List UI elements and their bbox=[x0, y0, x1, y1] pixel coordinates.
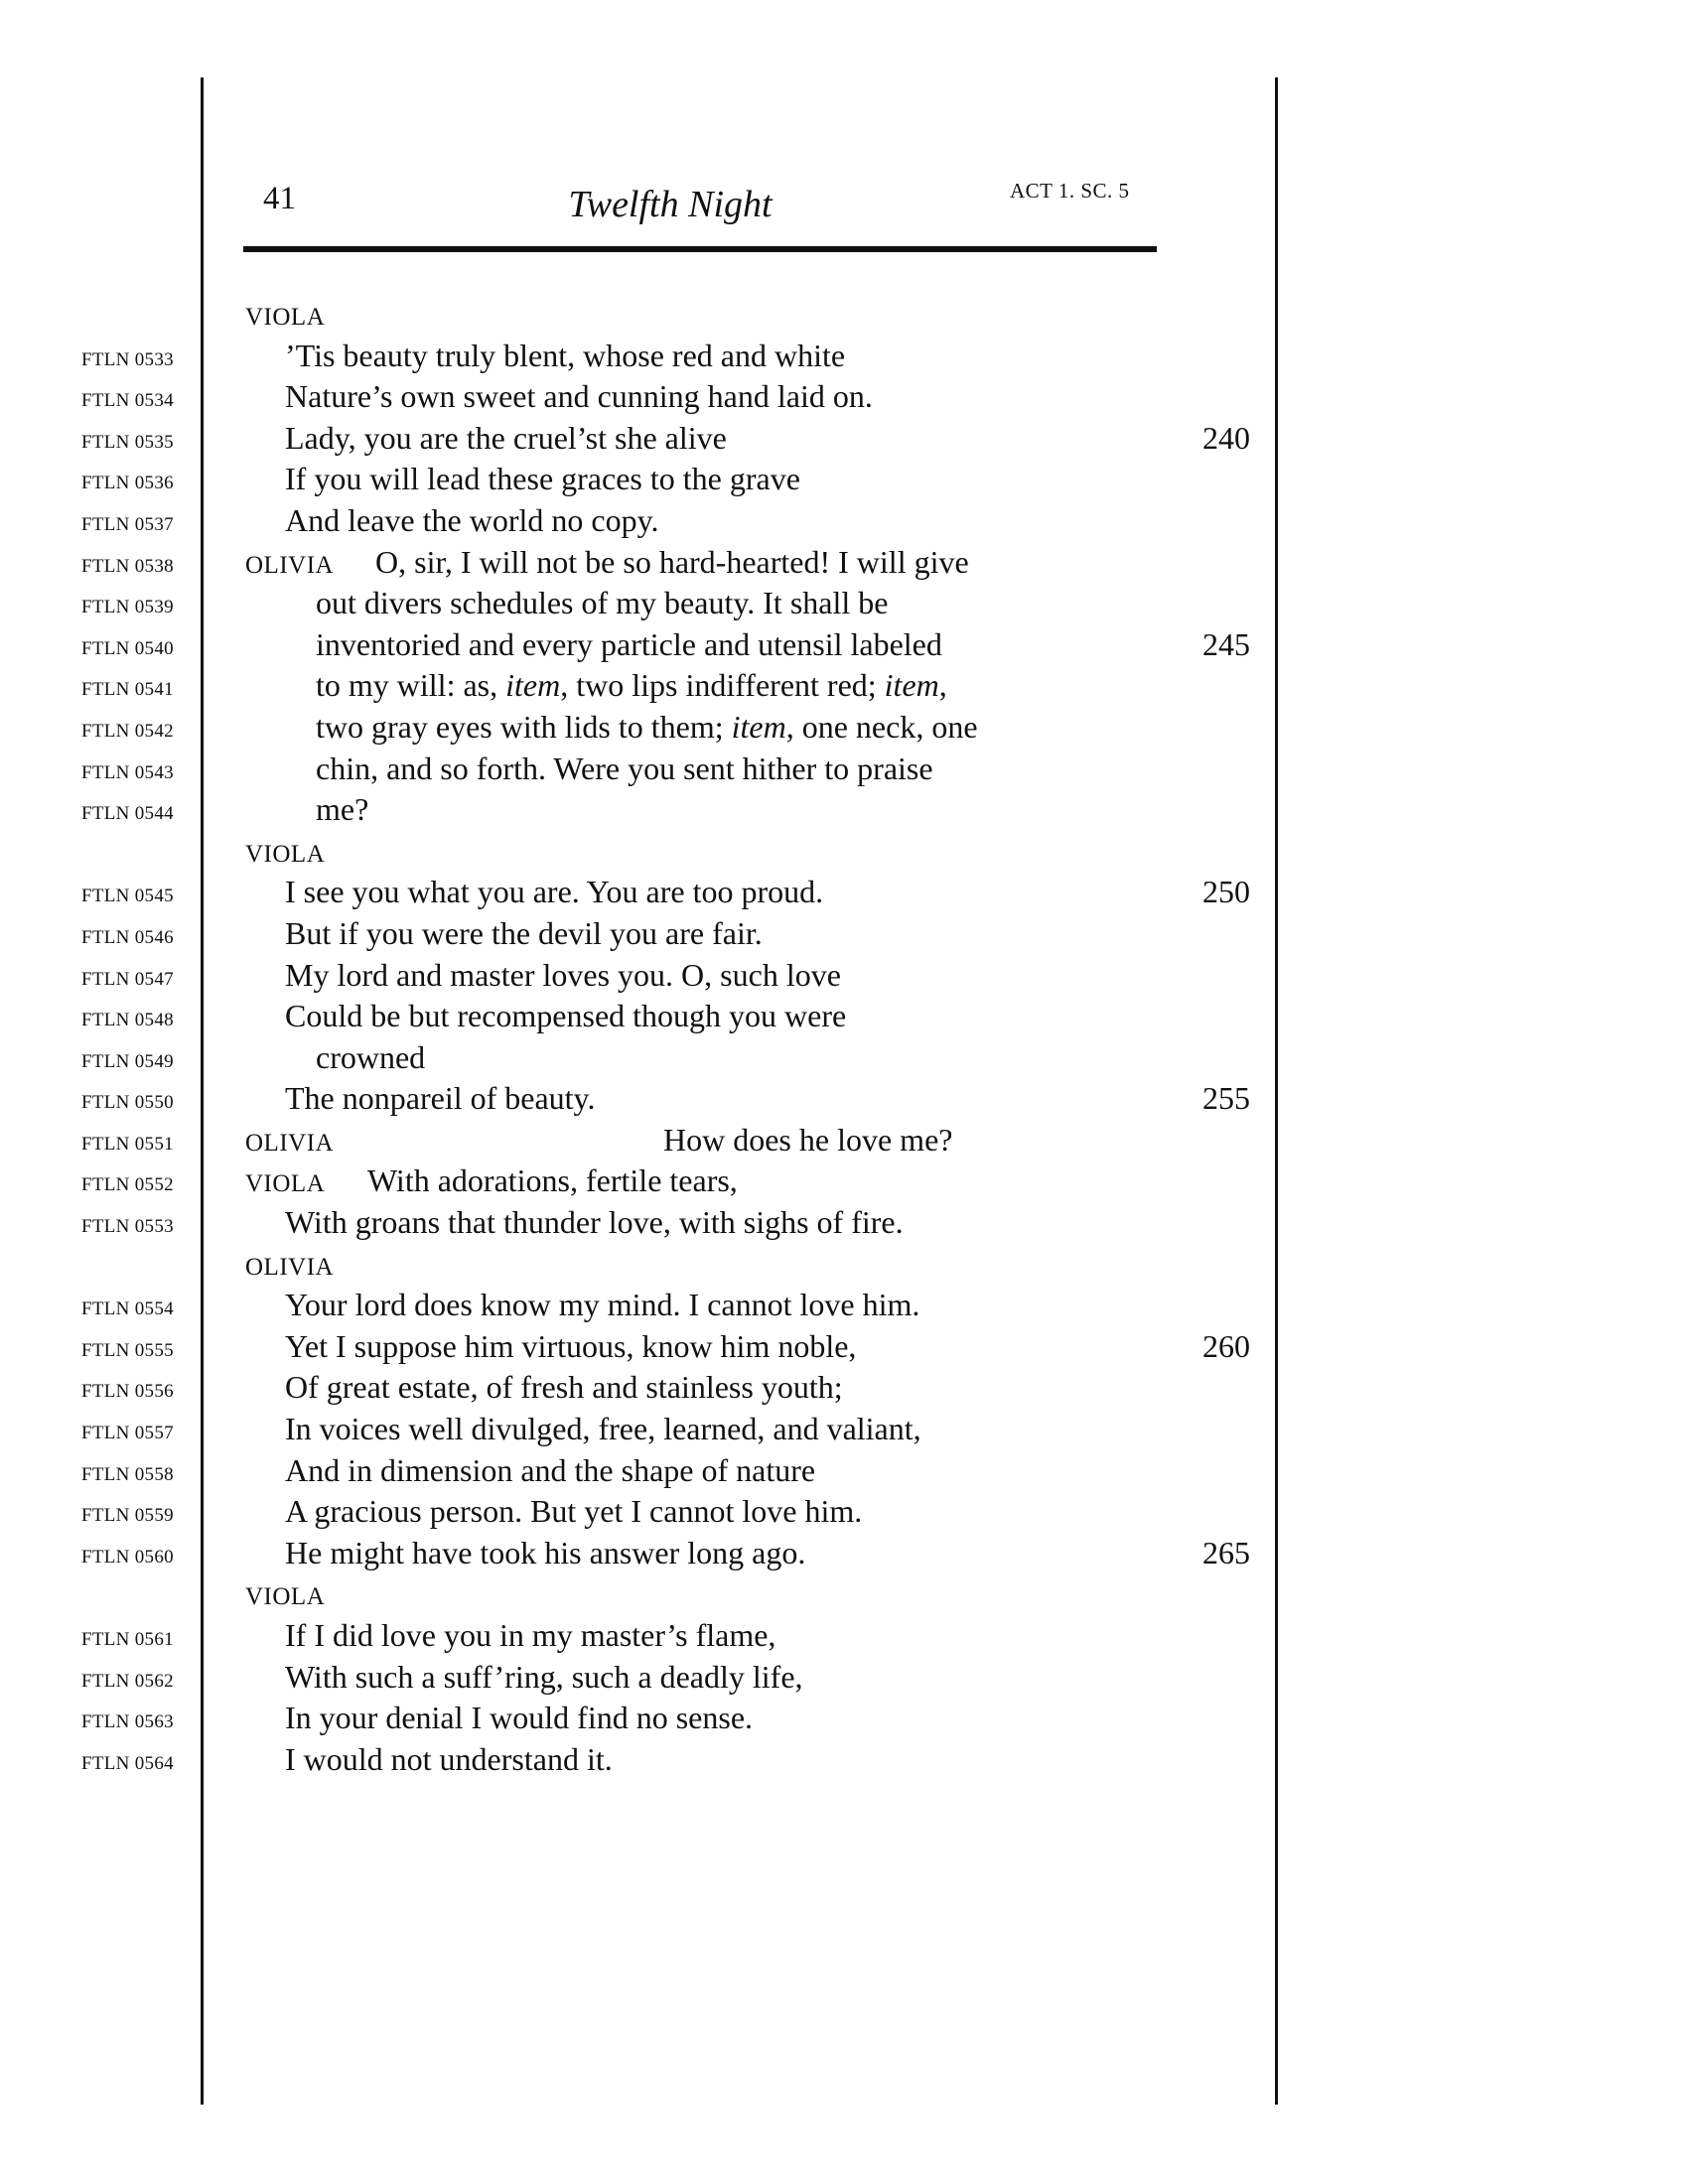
ftln-number: FTLN 0548 bbox=[81, 1010, 174, 1031]
ftln-number: FTLN 0563 bbox=[81, 1711, 174, 1733]
ftln-number: FTLN 0534 bbox=[81, 390, 174, 412]
dialogue-text: me? bbox=[316, 791, 369, 828]
ftln-number: FTLN 0535 bbox=[81, 431, 174, 453]
text-line bbox=[0, 295, 1688, 337]
dialogue-text: In your denial I would find no sense. bbox=[285, 1700, 754, 1736]
text-line bbox=[0, 873, 1688, 914]
ftln-number: FTLN 0543 bbox=[81, 761, 174, 783]
speaker-name: OLIVIA bbox=[245, 551, 335, 579]
ftln-number: FTLN 0541 bbox=[81, 679, 174, 701]
dialogue-text: In voices well divulged, free, learned, and valiant, bbox=[285, 1411, 921, 1447]
text-line bbox=[0, 1492, 1688, 1534]
text-line bbox=[0, 997, 1688, 1038]
dialogue-text: Lady, you are the cruel’st she alive bbox=[285, 419, 727, 456]
ftln-number: FTLN 0533 bbox=[81, 348, 174, 370]
italic-word: item bbox=[884, 667, 939, 704]
act-line-number: 255 bbox=[1202, 1080, 1250, 1117]
dialogue-text: Yet I suppose him virtuous, know him noble, bbox=[285, 1327, 857, 1364]
dialogue-text bbox=[316, 709, 978, 746]
running-title: Twelfth Night bbox=[568, 184, 773, 225]
dialogue-text: The nonpareil of beauty. bbox=[285, 1080, 596, 1117]
text-line bbox=[0, 1410, 1688, 1451]
ftln-number: FTLN 0550 bbox=[81, 1092, 174, 1114]
text-line bbox=[0, 914, 1688, 956]
ftln-number: FTLN 0539 bbox=[81, 597, 174, 618]
ftln-number: FTLN 0538 bbox=[81, 555, 174, 577]
act-line-number: 260 bbox=[1202, 1327, 1250, 1364]
text-line bbox=[0, 832, 1688, 874]
ftln-number: FTLN 0554 bbox=[81, 1298, 174, 1320]
dialogue-text: Of great estate, of fresh and stainless youth; bbox=[285, 1369, 843, 1406]
act-line-number: 250 bbox=[1202, 874, 1250, 910]
text-segment: , two lips indifferent red; bbox=[560, 667, 885, 704]
ftln-number: FTLN 0545 bbox=[81, 886, 174, 907]
text-line bbox=[0, 543, 1688, 585]
text-line bbox=[0, 1658, 1688, 1700]
ftln-number: FTLN 0546 bbox=[81, 926, 174, 948]
dialogue-text: A gracious person. But yet I cannot love him. bbox=[285, 1493, 863, 1530]
ftln-number: FTLN 0552 bbox=[81, 1174, 174, 1196]
speaker-name: VIOLA bbox=[245, 1170, 326, 1198]
act-line-number: 245 bbox=[1202, 625, 1250, 662]
text-line bbox=[0, 1451, 1688, 1493]
speaker-name: VIOLA bbox=[245, 304, 326, 331]
dialogue-text: But if you were the devil you are fair. bbox=[285, 914, 763, 951]
ftln-number: FTLN 0553 bbox=[81, 1216, 174, 1238]
text-line bbox=[0, 708, 1688, 750]
dialogue-text: How does he love me? bbox=[663, 1121, 953, 1158]
text-line bbox=[0, 1203, 1688, 1245]
dialogue-text: If you will lead these graces to the grave bbox=[285, 461, 800, 497]
text-line bbox=[0, 1079, 1688, 1121]
act-scene-label: ACT 1. SC. 5 bbox=[1010, 179, 1130, 203]
text-line bbox=[0, 1616, 1688, 1658]
italic-word: item bbox=[505, 667, 561, 704]
text-line bbox=[0, 460, 1688, 501]
italic-word: item bbox=[731, 708, 786, 745]
ftln-number: FTLN 0544 bbox=[81, 803, 174, 825]
text-line bbox=[0, 419, 1688, 461]
text-line bbox=[0, 1534, 1688, 1575]
text-line bbox=[0, 1368, 1688, 1410]
text-segment: two gray eyes with lids to them; bbox=[316, 708, 732, 745]
text-line bbox=[0, 1245, 1688, 1287]
act-line-number: 265 bbox=[1202, 1534, 1250, 1570]
dialogue-text: If I did love you in my master’s flame, bbox=[285, 1617, 776, 1653]
header-rule bbox=[243, 246, 1157, 252]
text-line bbox=[0, 956, 1688, 998]
text-line bbox=[0, 1161, 1688, 1203]
play-text bbox=[0, 295, 1688, 1781]
text-line bbox=[0, 1574, 1688, 1616]
ftln-number: FTLN 0536 bbox=[81, 473, 174, 494]
dialogue-text: Nature’s own sweet and cunning hand laid on. bbox=[285, 378, 873, 415]
ftln-number: FTLN 0562 bbox=[81, 1670, 174, 1692]
ftln-number: FTLN 0556 bbox=[81, 1381, 174, 1403]
ftln-number: FTLN 0551 bbox=[81, 1133, 174, 1155]
ftln-number: FTLN 0549 bbox=[81, 1050, 174, 1072]
ftln-number: FTLN 0557 bbox=[81, 1423, 174, 1444]
dialogue-text: out divers schedules of my beauty. It shall be bbox=[316, 585, 889, 621]
text-line bbox=[0, 501, 1688, 543]
text-line bbox=[0, 1699, 1688, 1740]
speaker-name: VIOLA bbox=[245, 1583, 326, 1611]
text-line bbox=[0, 1740, 1688, 1782]
running-header bbox=[243, 169, 1157, 248]
ftln-number: FTLN 0542 bbox=[81, 720, 174, 742]
dialogue-text: With such a suff’ring, such a deadly life, bbox=[285, 1658, 803, 1695]
text-line bbox=[0, 750, 1688, 791]
ftln-number: FTLN 0561 bbox=[81, 1629, 174, 1650]
text-segment: , one neck, one bbox=[785, 708, 978, 745]
text-line bbox=[0, 584, 1688, 625]
ftln-number: FTLN 0537 bbox=[81, 513, 174, 535]
ftln-number: FTLN 0564 bbox=[81, 1752, 174, 1774]
dialogue-text: ’Tis beauty truly blent, whose red and white bbox=[285, 337, 846, 373]
ftln-number: FTLN 0540 bbox=[81, 637, 174, 659]
dialogue-text: With groans that thunder love, with sighs of fire. bbox=[285, 1204, 904, 1241]
text-line bbox=[0, 337, 1688, 378]
dialogue-text bbox=[316, 667, 947, 704]
text-segment: , bbox=[938, 667, 947, 704]
text-line bbox=[0, 1327, 1688, 1369]
ftln-number: FTLN 0560 bbox=[81, 1546, 174, 1568]
text-line bbox=[0, 666, 1688, 708]
dialogue-text: With adorations, fertile tears, bbox=[367, 1162, 738, 1199]
ftln-number: FTLN 0559 bbox=[81, 1505, 174, 1527]
ftln-number: FTLN 0547 bbox=[81, 968, 174, 990]
dialogue-text: I see you what you are. You are too proud. bbox=[285, 874, 824, 910]
dialogue-text: My lord and master loves you. O, such love bbox=[285, 956, 841, 993]
dialogue-text: I would not understand it. bbox=[285, 1740, 613, 1777]
speaker-name: OLIVIA bbox=[245, 1253, 335, 1281]
dialogue-text: And leave the world no copy. bbox=[285, 501, 659, 538]
dialogue-text: And in dimension and the shape of nature bbox=[285, 1451, 816, 1488]
text-segment: to my will: as, bbox=[316, 667, 506, 704]
act-line-number: 240 bbox=[1202, 419, 1250, 456]
dialogue-text: chin, and so forth. Were you sent hither to praise bbox=[316, 750, 933, 786]
speaker-name: OLIVIA bbox=[245, 1129, 335, 1157]
dialogue-text: O, sir, I will not be so hard-hearted! I will give bbox=[375, 543, 969, 580]
dialogue-text: crowned bbox=[316, 1038, 426, 1075]
text-line bbox=[0, 1038, 1688, 1080]
text-line bbox=[0, 1121, 1688, 1162]
text-line bbox=[0, 790, 1688, 832]
dialogue-text: He might have took his answer long ago. bbox=[285, 1534, 806, 1570]
dialogue-text: inventoried and every particle and utensil labeled bbox=[316, 625, 942, 662]
ftln-number: FTLN 0555 bbox=[81, 1339, 174, 1361]
text-line bbox=[0, 377, 1688, 419]
speaker-name: VIOLA bbox=[245, 840, 326, 868]
text-line bbox=[0, 625, 1688, 667]
dialogue-text: Your lord does know my mind. I cannot love him. bbox=[285, 1287, 920, 1323]
page-number: 41 bbox=[263, 181, 296, 216]
text-line bbox=[0, 1286, 1688, 1327]
dialogue-text: Could be but recompensed though you were bbox=[285, 998, 847, 1034]
ftln-number: FTLN 0558 bbox=[81, 1463, 174, 1485]
